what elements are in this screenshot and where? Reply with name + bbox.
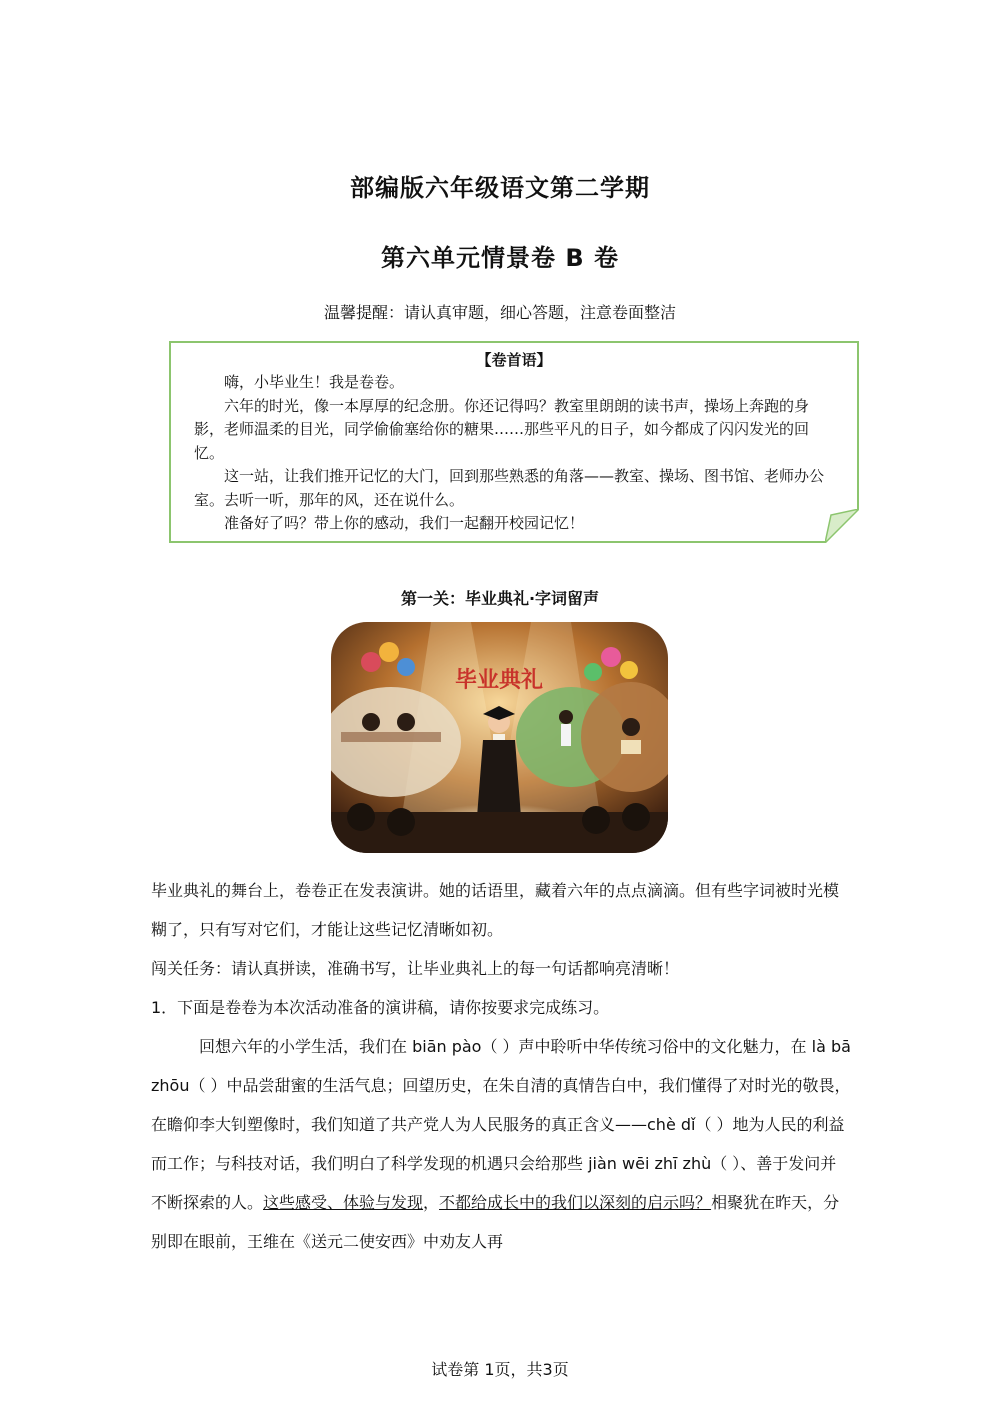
question-stem: 1．下面是卷卷为本次活动准备的演讲稿，请你按要求完成练习。 (151, 998, 610, 1017)
page-curl-icon (825, 509, 859, 543)
document-subtitle: 第六单元情景卷 B 卷 (380, 244, 619, 272)
level-title: 第一关：毕业典礼·字词留声 (400, 589, 600, 608)
level1-content (151, 871, 851, 1261)
preface-paragraph: 这一站，让我们推开记忆的大门，回到那些熟悉的角落——教室、操场、图书馆、老师办公室。去听一听，那年的风，还在说什么。 (194, 467, 825, 509)
page-footer: 试卷第 1页，共3页 (431, 1360, 569, 1379)
document-title: 部编版六年级语文第二学期 (350, 174, 650, 202)
preface-body (171, 371, 857, 536)
banner-text: 毕业典礼 (454, 668, 544, 693)
task-text: 闯关任务：请认真拼读，准确书写，让毕业典礼上的每一句话都响亮清晰！ (151, 959, 680, 978)
underlined-question: 不都给成长中的我们以深刻的启示吗？ (439, 1193, 712, 1212)
passage-text: 回想六年的小学生活，我们在 biān pào（ ）声中聆听中华传统习俗中的文化魅力，在 là bā zhōu（ ）中品尝甜蜜的生活气息；回望历史，在朱自清的真情告白中，我们懂得了对时光的敬畏，在瞻仰李大钊塑像时，我们知道了共产党人为人民服务的真正含义——chè dǐ（ ）地为人民的利益而工作；与科技对话，我们明白了科学发现的机遇只会给那些 jiàn wēi zhī zhù（ ）、善于发问并不断探索的人。 (151, 1037, 851, 1212)
preface-box (169, 341, 859, 543)
preface-paragraph: 六年的时光，像一本厚厚的纪念册。你还记得吗？教室里朗朗的读书声，操场上奔跑的身影，老师温柔的目光，同学偷偷塞给你的糖果……那些平凡的日子，如今都成了闪闪发光的回忆。 (194, 396, 810, 462)
punctuation: ， (423, 1193, 440, 1212)
preface-heading: 【卷首语】 (476, 351, 552, 369)
graduation-illustration (331, 622, 668, 853)
underlined-phrase: 这些感受、体验与发现 (263, 1193, 424, 1212)
preface-paragraph: 准备好了吗？带上你的感动，我们一起翻开校园记忆！ (224, 514, 585, 532)
passage-text-continued: 相聚犹在昨天，分别即在眼前，王维在《送元二使安西》中劝友人再 (151, 1193, 840, 1251)
reminder-text: 温馨提醒：请认真审题，细心答题，注意卷面整洁 (323, 303, 676, 322)
intro-text: 毕业典礼的舞台上，卷卷正在发表演讲。她的话语里，藏着六年的点点滴滴。但有些字词被时光模糊了，只有写对它们，才能让这些记忆清晰如初。 (151, 881, 840, 939)
question-passage (151, 1027, 851, 1261)
preface-paragraph: 嗨，小毕业生！我是卷卷。 (224, 373, 405, 391)
